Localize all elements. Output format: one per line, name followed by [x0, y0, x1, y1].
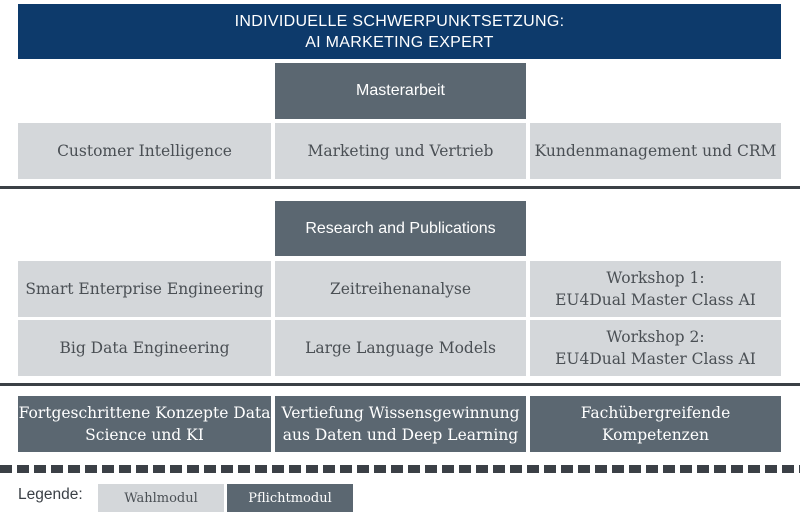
module-customer-intelligence: Customer Intelligence: [18, 123, 271, 179]
section-divider-2: [0, 383, 800, 386]
program-header: INDIVIDUELLE SCHWERPUNKTSETZUNG: AI MARKETING EXPERT: [18, 4, 781, 59]
section-divider-1: [0, 186, 800, 189]
module-large-language-models: Large Language Models: [275, 320, 526, 376]
module-marketing-vertrieb: Marketing und Vertrieb: [275, 123, 526, 179]
module-wissensgewinnung-deep-learning: Vertiefung Wissensgewinnung aus Daten und Deep Learning: [275, 396, 526, 452]
module-workshop-1: Workshop 1: EU4Dual Master Class AI: [530, 261, 781, 317]
module-fachuebergreifende-kompetenzen: Fachübergreifende Kompetenzen: [530, 396, 781, 452]
legend-pflichtmodul: Pflichtmodul: [227, 484, 353, 512]
module-masterarbeit: Masterarbeit: [275, 63, 526, 119]
module-research-publications: Research and Publications: [275, 201, 526, 256]
module-data-science-ki: Fortgeschrittene Konzepte Data Science und KI: [18, 396, 271, 452]
module-smart-enterprise-engineering: Smart Enterprise Engineering: [18, 261, 271, 317]
legend-label: Legende:: [18, 486, 83, 503]
module-big-data-engineering: Big Data Engineering: [18, 320, 271, 376]
module-zeitreihenanalyse: Zeitreihenanalyse: [275, 261, 526, 317]
legend-wahlmodul: Wahlmodul: [98, 484, 224, 512]
module-workshop-2: Workshop 2: EU4Dual Master Class AI: [530, 320, 781, 376]
module-kundenmanagement-crm: Kundenmanagement und CRM: [530, 123, 781, 179]
legend-divider: [0, 465, 800, 473]
